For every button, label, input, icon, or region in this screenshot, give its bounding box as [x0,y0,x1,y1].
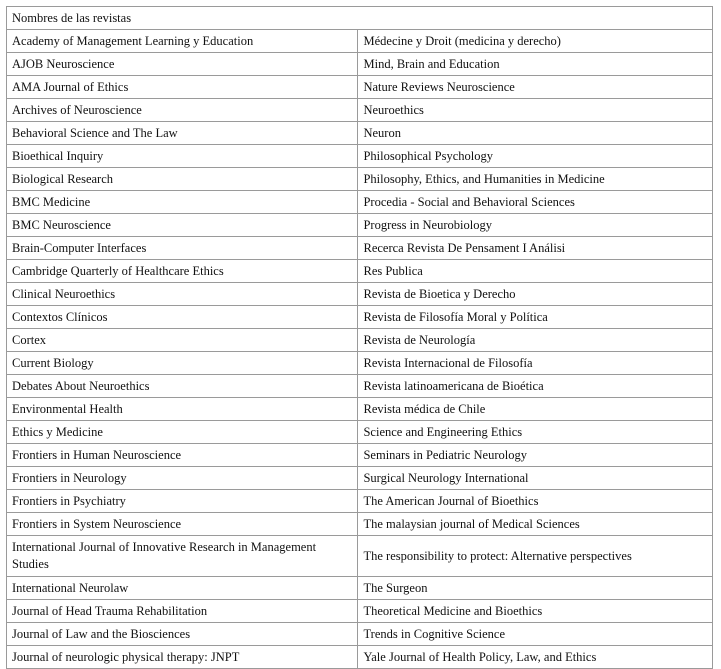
journal-cell-left: Debates About Neuroethics [7,375,358,398]
journal-cell-left: Journal of Head Trauma Rehabilitation [7,600,358,623]
table-row [7,237,713,260]
journal-cell-left: Frontiers in Psychiatry [7,490,358,513]
table-row [7,444,713,467]
table-row [7,536,713,577]
journal-cell-right: Revista de Neurología [358,329,713,352]
table-row [7,122,713,145]
journal-cell-right: Res Publica [358,260,713,283]
journal-cell-right: Philosophy, Ethics, and Humanities in Medicine [358,168,713,191]
journal-cell-right: Revista médica de Chile [358,398,713,421]
journal-cell-left: Frontiers in Human Neuroscience [7,444,358,467]
journal-cell-right: Neuroethics [358,99,713,122]
table-row [7,375,713,398]
journal-cell-left: Journal of neurologic physical therapy: JNPT [7,646,358,669]
journal-cell-right: Science and Engineering Ethics [358,421,713,444]
journal-cell-left: International Neurolaw [7,577,358,600]
table-row [7,145,713,168]
table-row [7,30,713,53]
journal-cell-right: Revista de Filosofía Moral y Política [358,306,713,329]
journal-cell-right: Surgical Neurology International [358,467,713,490]
table-row [7,352,713,375]
journal-cell-right: The malaysian journal of Medical Sciences [358,513,713,536]
table-row [7,283,713,306]
journal-cell-left: Academy of Management Learning y Education [7,30,358,53]
journal-cell-right: The American Journal of Bioethics [358,490,713,513]
journal-cell-right: Philosophical Psychology [358,145,713,168]
journal-cell-left: Frontiers in System Neuroscience [7,513,358,536]
journal-cell-left: Journal of Law and the Biosciences [7,623,358,646]
journal-cell-right: Médecine y Droit (medicina y derecho) [358,30,713,53]
table-row [7,490,713,513]
journal-cell-left: Environmental Health [7,398,358,421]
journal-cell-left: AMA Journal of Ethics [7,76,358,99]
table-row [7,99,713,122]
journal-cell-right: Seminars in Pediatric Neurology [358,444,713,467]
journal-cell-left: International Journal of Innovative Research in Management Studies [7,536,358,577]
journal-cell-right: Progress in Neurobiology [358,214,713,237]
journal-cell-left: Cambridge Quarterly of Healthcare Ethics [7,260,358,283]
journal-cell-right: Nature Reviews Neuroscience [358,76,713,99]
table-row [7,260,713,283]
table-row [7,306,713,329]
table-row [7,168,713,191]
table-header-row [7,7,713,30]
journal-cell-right: Revista Internacional de Filosofía [358,352,713,375]
journal-cell-right: Recerca Revista De Pensament I Análisi [358,237,713,260]
journal-cell-right: Theoretical Medicine and Bioethics [358,600,713,623]
journal-cell-right: The Surgeon [358,577,713,600]
journal-cell-left: AJOB Neuroscience [7,53,358,76]
journal-cell-left: Frontiers in Neurology [7,467,358,490]
journal-cell-left: Archives of Neuroscience [7,99,358,122]
table-row [7,623,713,646]
journal-cell-right: Procedia - Social and Behavioral Sciences [358,191,713,214]
journal-cell-right: Revista de Bioetica y Derecho [358,283,713,306]
table-row [7,191,713,214]
journal-cell-left: Biological Research [7,168,358,191]
table-row [7,467,713,490]
journals-table-body [7,7,713,669]
table-header-cell: Nombres de las revistas [7,7,713,30]
table-row [7,600,713,623]
journal-cell-left: Bioethical Inquiry [7,145,358,168]
journal-cell-left: Ethics y Medicine [7,421,358,444]
journal-cell-right: Yale Journal of Health Policy, Law, and Ethics [358,646,713,669]
table-row [7,577,713,600]
journal-cell-right: Mind, Brain and Education [358,53,713,76]
table-row [7,398,713,421]
table-row [7,513,713,536]
journal-cell-left: Contextos Clínicos [7,306,358,329]
journal-cell-left: BMC Medicine [7,191,358,214]
journal-cell-left: Brain-Computer Interfaces [7,237,358,260]
table-row [7,329,713,352]
table-row [7,646,713,669]
table-row [7,53,713,76]
journal-cell-left: Current Biology [7,352,358,375]
journal-cell-right: Trends in Cognitive Science [358,623,713,646]
journal-cell-left: Behavioral Science and The Law [7,122,358,145]
journal-cell-right: Revista latinoamericana de Bioética [358,375,713,398]
journal-cell-left: Clinical Neuroethics [7,283,358,306]
journal-cell-right: The responsibility to protect: Alternative perspectives [358,536,713,577]
journals-table [6,6,713,669]
table-row [7,76,713,99]
journal-cell-left: Cortex [7,329,358,352]
journal-cell-left: BMC Neuroscience [7,214,358,237]
table-row [7,214,713,237]
journal-cell-right: Neuron [358,122,713,145]
table-row [7,421,713,444]
